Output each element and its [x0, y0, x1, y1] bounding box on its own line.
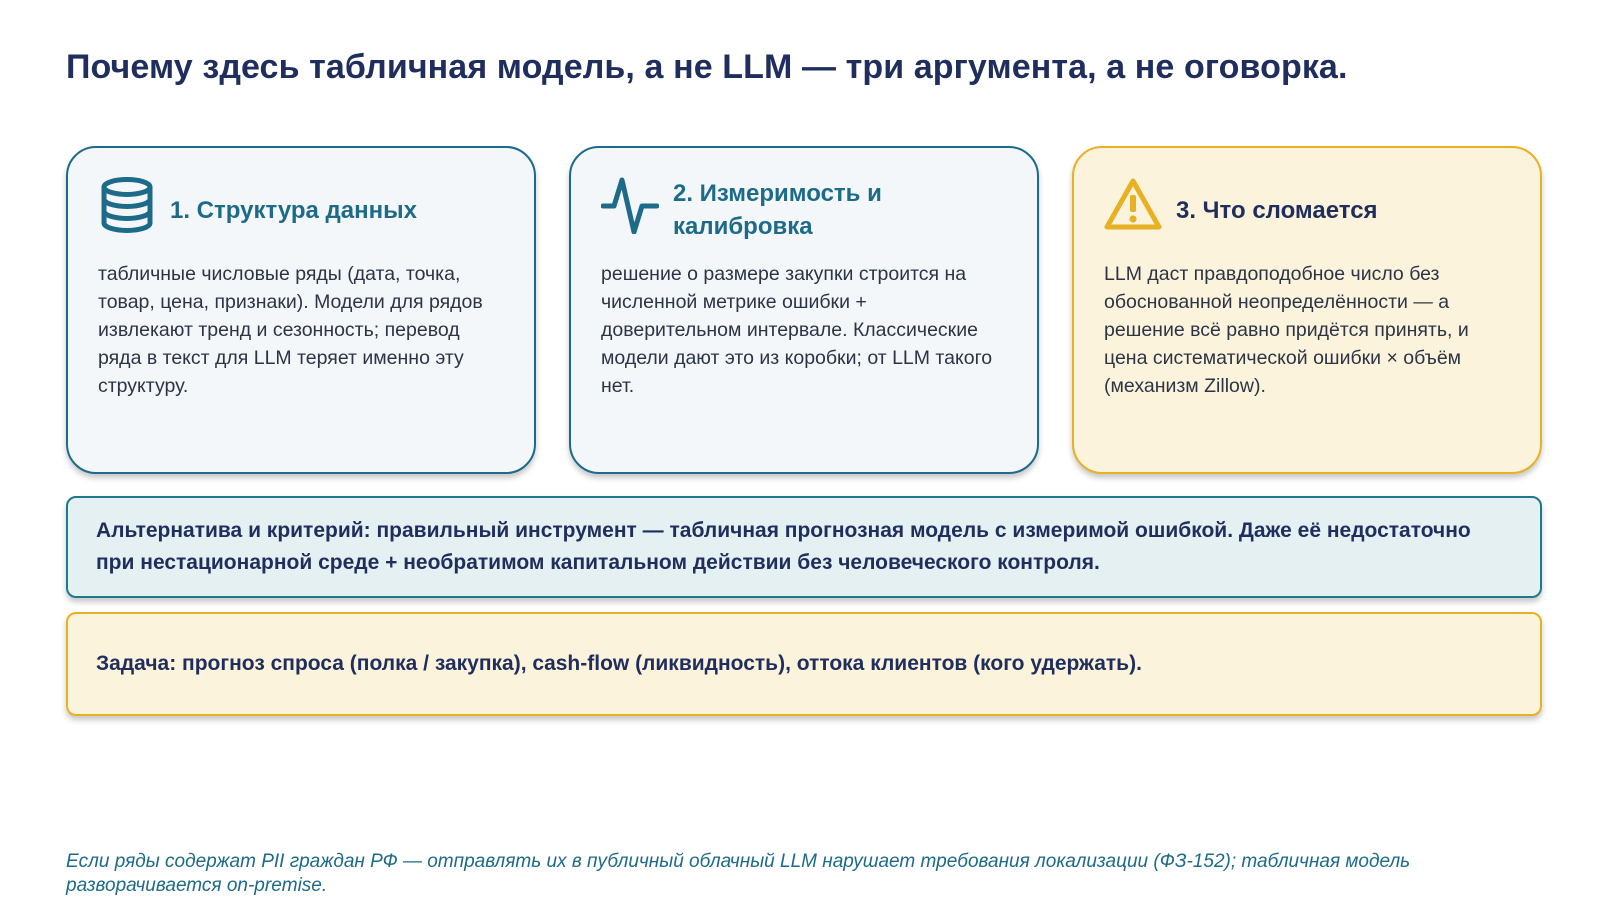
- card-title: 2. Измеримость и калибровка: [673, 180, 882, 240]
- warning-icon: [1104, 176, 1162, 234]
- card-text: LLM даст правдоподобное число без обоснованной неопределённости — а решение всё равно придётся принять, и цена систематической ошибки × объём (механизм Zillow).: [1104, 263, 1469, 397]
- alternative-banner: [66, 496, 1542, 598]
- alternative-text: Альтернатива и критерий: правильный инструмент — табличная прогнозная модель с измеримой ошибкой. Даже её недостаточно при нестационарной среде + необратимом капитальном действии без человеческого контроля.: [96, 519, 1471, 574]
- card-title: 1. Структура данных: [170, 196, 417, 224]
- card-data-structure: [66, 146, 536, 474]
- database-icon: [98, 176, 156, 234]
- page-title: Почему здесь табличная модель, а не LLM — три аргумента, а не оговорка.: [66, 48, 1348, 86]
- pulse-icon: [601, 176, 659, 234]
- card-measurability: [569, 146, 1039, 474]
- task-banner: [66, 612, 1542, 716]
- card-what-breaks: [1072, 146, 1542, 474]
- footnote: Если ряды содержат PII граждан РФ — отправлять их в публичный облачный LLM нарушает требования локализации (ФЗ-152); табличная модель разворачивается on-premise.: [66, 851, 1411, 896]
- task-text: Задача: прогноз спроса (полка / закупка), cash-flow (ликвидность), оттока клиентов (кого удержать).: [96, 652, 1142, 675]
- card-text: табличные числовые ряды (дата, точка, товар, цена, признаки). Модели для рядов извлекают тренд и сезонность; перевод ряда в текст для LLM теряет именно эту структуру.: [98, 263, 483, 397]
- card-text: решение о размере закупки строится на численной метрике ошибки + доверительном интервале. Классические модели дают это из коробки; от LLM такого нет.: [601, 263, 993, 397]
- card-title: 3. Что сломается: [1176, 196, 1378, 224]
